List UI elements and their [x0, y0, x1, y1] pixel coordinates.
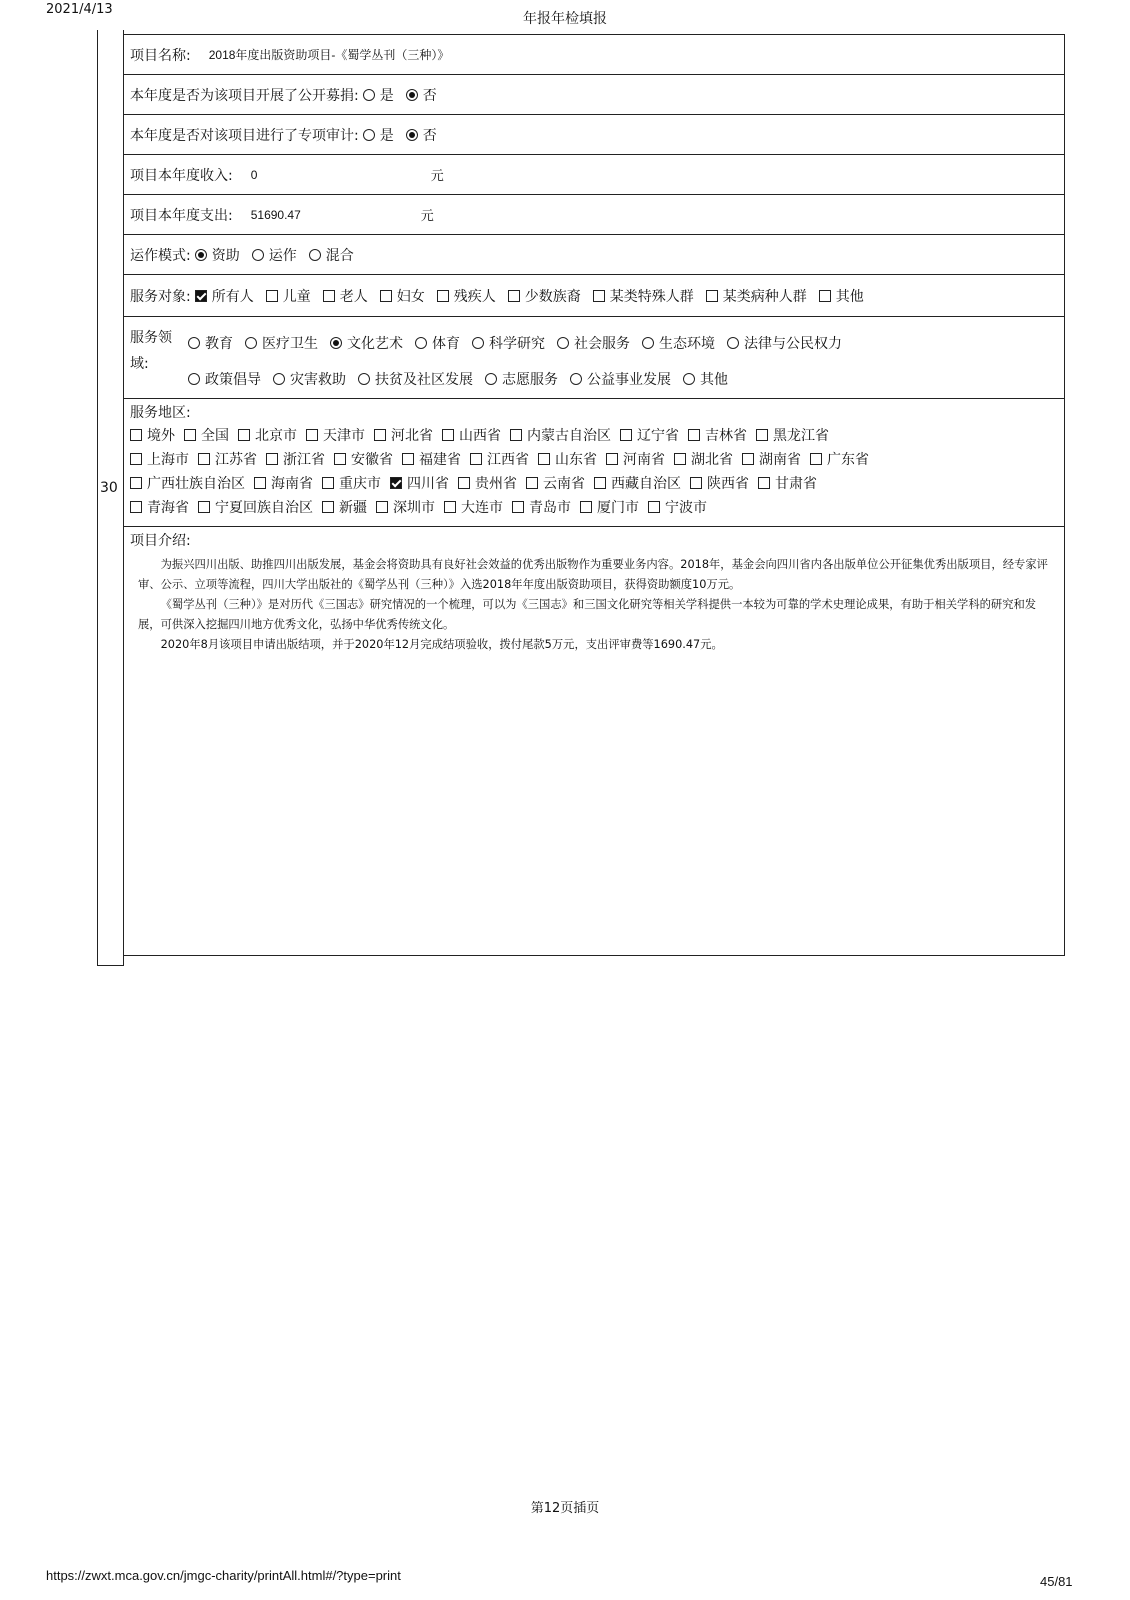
service-field-option[interactable]: 扶贫及社区发展 [358, 369, 473, 389]
region-option[interactable]: 江苏省 [198, 449, 257, 469]
checkbox-icon [742, 453, 754, 465]
region-option[interactable]: 天津市 [306, 425, 365, 445]
region-option[interactable]: 湖北省 [674, 449, 733, 469]
checkbox-icon [606, 453, 618, 465]
project-form [123, 34, 1065, 956]
service-target-option[interactable]: 残疾人 [437, 286, 496, 306]
service-target-option[interactable]: 少数族裔 [508, 286, 581, 306]
region-option[interactable]: 浙江省 [266, 449, 325, 469]
expense-row [124, 195, 1064, 235]
region-option[interactable]: 湖南省 [742, 449, 801, 469]
radio-icon [415, 337, 427, 349]
service-region-line [130, 471, 1058, 495]
income-unit: 元 [430, 169, 444, 184]
checkbox-icon [374, 429, 386, 441]
service-target-option[interactable]: 某类病种人群 [706, 286, 807, 306]
region-option[interactable]: 辽宁省 [620, 425, 679, 445]
radio-icon [557, 337, 569, 349]
service-target-option[interactable]: 其他 [819, 286, 864, 306]
region-option[interactable]: 全国 [184, 425, 229, 445]
radio-icon [358, 373, 370, 385]
region-option[interactable]: 海南省 [254, 473, 313, 493]
checkbox-icon [470, 453, 482, 465]
service-target-row [124, 275, 1064, 317]
radio-icon [727, 337, 739, 349]
radio-icon [363, 129, 375, 141]
checkbox-icon [593, 290, 605, 302]
service-field-option[interactable]: 文化艺术 [330, 333, 403, 353]
checkbox-icon [238, 429, 250, 441]
income-label: 项目本年度收入: [130, 167, 233, 184]
region-option[interactable]: 山东省 [538, 449, 597, 469]
checkbox-icon [594, 477, 606, 489]
checkbox-icon [458, 477, 470, 489]
project-intro-row [124, 527, 1064, 955]
checkbox-icon [706, 290, 718, 302]
checkbox-icon [334, 453, 346, 465]
checkbox-icon [184, 429, 196, 441]
income-row [124, 155, 1064, 195]
radio-selected-icon [330, 337, 342, 349]
service-target-option[interactable]: 所有人 [195, 286, 254, 306]
project-name-row [124, 35, 1064, 75]
checkbox-icon [130, 453, 142, 465]
operation-mode-mixed[interactable]: 混合 [309, 245, 354, 265]
checkbox-icon [130, 429, 142, 441]
intro-paragraph: 为振兴四川出版、助推四川出版发展，基金会将资助具有良好社会效益的优秀出版物作为重要业务内容。2018年，基金会向四川省内各出版单位公开征集优秀出版项目，经专家评审、公示、立项等流程，四川大学出版社的《蜀学丛刊（三种）》入选2018年年度出版资助项目，获得资助额度10万元。 [138, 558, 1048, 591]
checkbox-icon [266, 453, 278, 465]
income-value: 0 [250, 167, 258, 182]
radio-icon [472, 337, 484, 349]
service-field-option[interactable]: 体育 [415, 333, 460, 353]
special-audit-row [124, 115, 1064, 155]
checkbox-icon [442, 429, 454, 441]
checkbox-icon [690, 477, 702, 489]
project-name-value: 2018年度出版资助项目-《蜀学丛刊（三种）》 [208, 48, 450, 62]
public-fundraising-row [124, 75, 1064, 115]
service-target-option[interactable]: 妇女 [380, 286, 425, 306]
radio-icon [683, 373, 695, 385]
region-option[interactable]: 新疆 [322, 497, 367, 517]
service-field-row [124, 317, 1064, 399]
region-option[interactable]: 黑龙江省 [756, 425, 829, 445]
radio-icon [363, 89, 375, 101]
checkbox-icon [510, 429, 522, 441]
service-field-line [188, 325, 1058, 361]
region-option[interactable]: 厦门市 [580, 497, 639, 517]
radio-icon [309, 249, 321, 261]
region-option[interactable]: 福建省 [402, 449, 461, 469]
checkbox-icon [508, 290, 520, 302]
radio-icon [570, 373, 582, 385]
checkbox-icon [444, 501, 456, 513]
service-target-option[interactable]: 某类特殊人群 [593, 286, 694, 306]
checkbox-icon [810, 453, 822, 465]
checkbox-icon [620, 429, 632, 441]
service-target-label: 服务对象: [130, 288, 191, 305]
region-option[interactable]: 四川省 [390, 473, 449, 493]
radio-icon [188, 373, 200, 385]
service-field-option[interactable]: 生态环境 [642, 333, 715, 353]
project-name-label: 项目名称: [130, 47, 191, 64]
checkbox-icon [323, 290, 335, 302]
public-fundraising-label: 本年度是否为该项目开展了公开募捐: [130, 87, 359, 104]
checkbox-icon [322, 477, 334, 489]
project-intro-text [130, 551, 1058, 655]
radio-icon [642, 337, 654, 349]
service-region-label: 服务地区: [130, 405, 191, 421]
operation-mode-grant[interactable]: 资助 [195, 245, 240, 265]
service-field-option[interactable]: 公益事业发展 [570, 369, 671, 389]
row-number: 30 [100, 480, 118, 496]
region-option[interactable]: 江西省 [470, 449, 529, 469]
checkbox-icon [376, 501, 388, 513]
special-audit-yes[interactable]: 是 [363, 125, 394, 145]
checkbox-icon [819, 290, 831, 302]
service-field-option[interactable]: 医疗卫生 [245, 333, 318, 353]
service-field-option[interactable]: 志愿服务 [485, 369, 558, 389]
checkbox-icon [198, 453, 210, 465]
checkbox-icon [538, 453, 550, 465]
region-option[interactable]: 云南省 [526, 473, 585, 493]
checkbox-icon [580, 501, 592, 513]
checkbox-icon [756, 429, 768, 441]
service-region-line [130, 495, 1058, 519]
service-region-line [130, 423, 1058, 447]
checkbox-icon [512, 501, 524, 513]
service-field-option[interactable]: 其他 [683, 369, 728, 389]
radio-icon [252, 249, 264, 261]
checkbox-checked-icon [390, 477, 402, 489]
project-intro-label: 项目介绍: [130, 533, 191, 549]
checkbox-icon [526, 477, 538, 489]
checkbox-icon [688, 429, 700, 441]
project-table [97, 30, 1064, 965]
region-option[interactable]: 陕西省 [690, 473, 749, 493]
region-option[interactable]: 北京市 [238, 425, 297, 445]
special-audit-no[interactable]: 否 [406, 125, 437, 145]
radio-icon [188, 337, 200, 349]
region-option[interactable]: 山西省 [442, 425, 501, 445]
special-audit-label: 本年度是否对该项目进行了专项审计: [130, 127, 359, 144]
service-region-row [124, 399, 1064, 527]
checkbox-icon [306, 429, 318, 441]
region-option[interactable]: 深圳市 [376, 497, 435, 517]
region-option[interactable]: 广东省 [810, 449, 869, 469]
print-url: https://zwxt.mca.gov.cn/jmgc-charity/printAll.html#/?type=print [46, 1568, 401, 1583]
checkbox-checked-icon [195, 290, 207, 302]
region-option[interactable]: 境外 [130, 425, 175, 445]
public-fundraising-no[interactable]: 否 [406, 85, 437, 105]
region-option[interactable]: 青岛市 [512, 497, 571, 517]
service-field-label: 服务领域: [130, 330, 172, 372]
radio-selected-icon [406, 129, 418, 141]
intro-paragraph: 2020年8月该项目申请出版结项，并于2020年12月完成结项验收，拨付尾款5万元，支出评审费等1690.47元。 [160, 638, 723, 651]
expense-label: 项目本年度支出: [130, 207, 233, 224]
checkbox-icon [674, 453, 686, 465]
radio-icon [485, 373, 497, 385]
checkbox-icon [198, 501, 210, 513]
region-option[interactable]: 青海省 [130, 497, 189, 517]
service-field-option[interactable]: 教育 [188, 333, 233, 353]
checkbox-icon [322, 501, 334, 513]
region-option[interactable]: 贵州省 [458, 473, 517, 493]
expense-unit: 元 [420, 209, 434, 224]
checkbox-icon [402, 453, 414, 465]
checkbox-icon [254, 477, 266, 489]
region-option[interactable]: 宁夏回族自治区 [198, 497, 313, 517]
intro-paragraph: 《蜀学丛刊（三种）》是对历代《三国志》研究情况的一个梳理，可以为《三国志》和三国文化研究等相关学科提供一本较为可靠的学术史理论成果，有助于相关学科的研究和发展，可供深入挖掘四川地方优秀文化，弘扬中华优秀传统文化。 [138, 598, 1037, 631]
checkbox-icon [648, 501, 660, 513]
operation-mode-label: 运作模式: [130, 247, 191, 264]
radio-icon [245, 337, 257, 349]
region-option[interactable]: 上海市 [130, 449, 189, 469]
service-field-option[interactable]: 科学研究 [472, 333, 545, 353]
radio-selected-icon [406, 89, 418, 101]
public-fundraising-yes[interactable]: 是 [363, 85, 394, 105]
insert-page-note: 第12页插页 [530, 1501, 600, 1516]
checkbox-icon [130, 477, 142, 489]
print-date: 2021/4/13 [46, 2, 113, 17]
service-target-option[interactable]: 儿童 [266, 286, 311, 306]
region-option[interactable]: 宁波市 [648, 497, 707, 517]
expense-value: 51690.47 [250, 207, 301, 222]
service-field-option[interactable]: 灾害救助 [273, 369, 346, 389]
service-field-option[interactable]: 法律与公民权力 [727, 333, 842, 353]
checkbox-icon [758, 477, 770, 489]
service-target-option[interactable]: 老人 [323, 286, 368, 306]
operation-mode-row [124, 235, 1064, 275]
region-option[interactable]: 甘肃省 [758, 473, 817, 493]
region-option[interactable]: 广西壮族自治区 [130, 473, 245, 493]
region-option[interactable]: 吉林省 [688, 425, 747, 445]
checkbox-icon [266, 290, 278, 302]
checkbox-icon [130, 501, 142, 513]
checkbox-icon [437, 290, 449, 302]
service-region-line [130, 447, 1058, 471]
service-field-option[interactable]: 政策倡导 [188, 369, 261, 389]
radio-selected-icon [195, 249, 207, 261]
service-field-option[interactable]: 社会服务 [557, 333, 630, 353]
row-number-column [97, 30, 124, 966]
region-option[interactable]: 河北省 [374, 425, 433, 445]
region-option[interactable]: 安徽省 [334, 449, 393, 469]
checkbox-icon [380, 290, 392, 302]
region-option[interactable]: 大连市 [444, 497, 503, 517]
region-option[interactable]: 西藏自治区 [594, 473, 681, 493]
radio-icon [273, 373, 285, 385]
service-field-line [188, 361, 1058, 397]
page-title: 年报年检填报 [523, 11, 607, 27]
service-field-options [188, 325, 1058, 397]
operation-mode-operate[interactable]: 运作 [252, 245, 297, 265]
page-counter: 45/81 [1040, 1574, 1073, 1589]
region-option[interactable]: 重庆市 [322, 473, 381, 493]
region-option[interactable]: 河南省 [606, 449, 665, 469]
region-option[interactable]: 内蒙古自治区 [510, 425, 611, 445]
